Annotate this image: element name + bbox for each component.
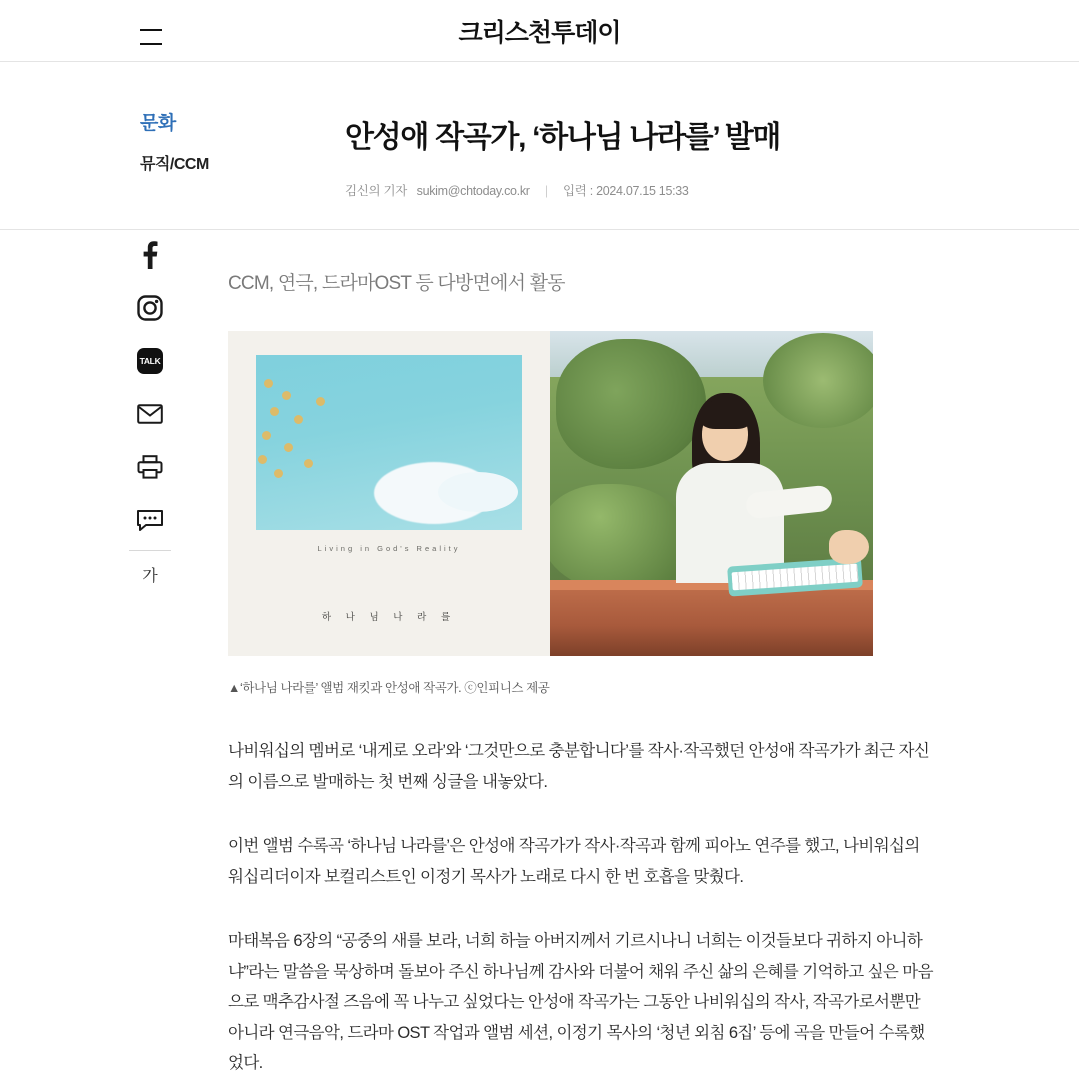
article-photo <box>228 331 873 656</box>
article-header <box>0 62 1079 230</box>
comment-button[interactable] <box>129 493 171 546</box>
article-paragraph: 이번 앨범 수록곡 ‘하나님 나라를’은 안성애 작곡가가 작사·작곡과 함께 피아노 연주를 했고, 나비워십의 워십리더이자 보컬리스트인 이정기 목사가 노래로 다시 한 번 호흡을 맞췄다. <box>228 837 920 886</box>
share-kakaotalk-button[interactable] <box>129 334 171 387</box>
category-sub[interactable]: 뮤직/CCM <box>140 156 209 173</box>
article-subhead: CCM, 연극, 드라마OST 등 다방면에서 활동 <box>228 273 565 295</box>
article-figure <box>228 331 939 696</box>
byline-separator: | <box>544 184 548 199</box>
email-icon <box>137 404 163 424</box>
share-facebook-button[interactable] <box>129 228 171 281</box>
site-header <box>0 0 1079 62</box>
publish-date: 입력 : 2024.07.15 15:33 <box>563 184 689 199</box>
figure-caption: ▲‘하나님 나라를’ 앨범 재킷과 안성애 작곡가. ⓒ인피니스 제공 <box>228 681 550 696</box>
instagram-icon <box>137 295 163 321</box>
article-paragraph: 나비워십의 멤버로 ‘내게로 오라’와 ‘그것만으로 충분합니다’를 작사·작곡했던 안성애 작곡가가 최근 자신의 이름으로 발매하는 첫 번째 싱글을 내놓았다. <box>228 742 930 791</box>
font-size-button[interactable]: 가 <box>142 567 158 585</box>
reporter-name: 김신의 기자 <box>345 184 408 199</box>
album-art-subtitle: Living in God's Reality <box>317 544 461 554</box>
bench-shape <box>550 580 873 656</box>
print-button[interactable] <box>129 440 171 493</box>
kakaotalk-icon: TALK <box>137 348 163 374</box>
hamburger-bar <box>140 29 162 31</box>
comment-icon <box>136 509 164 531</box>
category-main[interactable]: 문화 <box>140 113 176 134</box>
site-logo[interactable]: 크리스천투데이 <box>458 18 621 47</box>
facebook-icon <box>142 241 158 269</box>
keyboard-keys <box>732 564 859 591</box>
cloud-shape <box>438 472 518 512</box>
print-icon <box>137 455 163 479</box>
branch-shape <box>256 373 352 493</box>
share-email-button[interactable] <box>129 387 171 440</box>
album-sky <box>256 355 522 530</box>
hamburger-menu-icon[interactable] <box>140 29 162 45</box>
category-block <box>140 108 310 174</box>
second-person-hand <box>829 530 869 564</box>
article-paragraph: 마태복음 6장의 “공중의 새를 보라, 너희 하늘 아버지께서 기르시나니 너희는 이것들보다 귀하지 아니하냐”라는 말씀을 묵상하며 돌보아 주신 하나님께 감사와 더불어 채워 주신 삶의 은혜를 기억하고 싶은 마음으로 맥추감사절 즈음에 꼭 나누고 싶었다는 안성애 작곡가는 그동안 나비워십의 작사, 작곡가로서뿐만 아니라 연극음악, 드라마 OST 작업과 앨범 세션, 이정기 목사의 ‘청년 외침 6집’ 등에 곡을 만들어 수록했었다. <box>228 932 933 1073</box>
composer-photo <box>550 331 873 656</box>
album-cover-image <box>228 331 550 656</box>
album-art-title: 하 나 님 나 라 를 <box>321 612 457 624</box>
share-instagram-button[interactable] <box>129 281 171 334</box>
tree-shape <box>556 339 706 469</box>
share-rail <box>129 228 171 597</box>
tree-shape <box>763 333 873 428</box>
hamburger-bar <box>140 43 162 45</box>
byline <box>345 181 1079 199</box>
page-title: 안성애 작곡가, ‘하나님 나라를’ 발매 <box>345 121 781 155</box>
person-hair-front <box>700 399 752 429</box>
bush-shape <box>550 484 690 594</box>
article-body <box>228 230 939 1079</box>
reporter-email[interactable]: sukim@chtoday.co.kr <box>416 184 530 199</box>
